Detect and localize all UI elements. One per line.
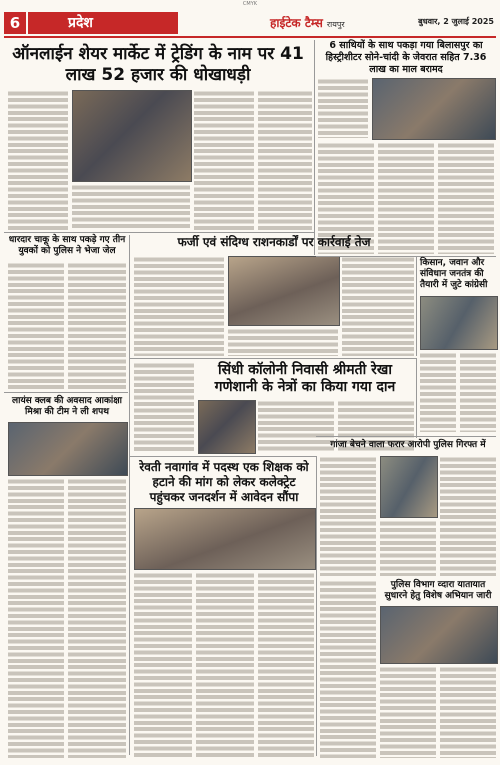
ganja-story-col-3 bbox=[440, 456, 496, 576]
header-rule bbox=[4, 36, 496, 38]
right-headline: 6 साथियों के साथ पकड़ा गया बिलासपुर का हिस्ट्रीशीटर सोने-चांदी के जेवरात सहित 7.36 लाख का माल बरामद bbox=[325, 40, 487, 75]
lions-headline: लायंस क्लब की अवसाद आकांक्षा मिश्रा की टीम ने ली शपथ bbox=[12, 396, 122, 417]
main-story-col-1 bbox=[8, 90, 68, 230]
section-title: प्रदेश bbox=[28, 12, 178, 34]
teacher-story-col-3 bbox=[258, 572, 314, 758]
knife-story-col-1 bbox=[8, 262, 64, 390]
knife-story-col-2 bbox=[68, 262, 126, 390]
lions-story-photo bbox=[8, 422, 128, 476]
page-header bbox=[0, 8, 500, 36]
ration-story-col-1 bbox=[134, 256, 224, 356]
main-story-col-2 bbox=[72, 184, 190, 230]
ration-headline: फर्जी एवं संदिग्ध राशनकार्डों पर कार्रवाई तेज bbox=[177, 235, 371, 249]
farmer-story-col-2 bbox=[460, 352, 496, 432]
traffic-story-photo bbox=[380, 606, 498, 664]
issue-date: बुधवार, 2 जुलाई 2025 bbox=[418, 17, 494, 26]
main-headline: ऑनलाईन शेयर मार्केट में ट्रेडिंग के नाम पर 41 लाख 52 हजार की धोखाधड़ी bbox=[12, 44, 304, 85]
cmyk-mark: CMYK bbox=[242, 1, 258, 7]
teacher-story-col-1 bbox=[134, 572, 192, 758]
masthead-title: हाईटेक टैम्स bbox=[270, 16, 323, 30]
main-story-col-3 bbox=[194, 90, 254, 230]
teacher-story-col-2 bbox=[196, 572, 254, 758]
right-story-col-1 bbox=[318, 78, 368, 138]
masthead-city: रायपुर bbox=[326, 20, 345, 29]
page-number: 6 bbox=[4, 12, 26, 34]
ration-story-photo bbox=[228, 256, 340, 326]
lions-story-col-1 bbox=[8, 478, 64, 758]
teacher-headline: रेवती नवागांव में पदस्थ एक शिक्षक को हटाने की मांग को लेकर कलेक्ट्रेट पहुंचकर जनदर्शन में आवेदन सौंपा bbox=[139, 460, 309, 504]
traffic-headline: पुलिस विभाग व्दारा यातायात सुधारने हेतु विशेष अभियान जारी bbox=[384, 580, 492, 601]
ganja-headline: गांजा बेचने वाला फरार आरोपी पुलिस गिरफ्त में bbox=[330, 440, 486, 450]
lions-story-col-2 bbox=[68, 478, 126, 758]
main-story-col-4 bbox=[258, 90, 312, 230]
masthead bbox=[270, 14, 345, 31]
ganja-story-col-1 bbox=[320, 456, 376, 576]
teacher-story-photo bbox=[134, 508, 316, 570]
sindhi-story-photo bbox=[198, 400, 256, 454]
farmer-headline: किसान, जवान और संविधान जनतंत्र की तैयारी में जुटे कांग्रेसी bbox=[420, 258, 488, 290]
ration-story-col-2 bbox=[228, 328, 338, 356]
right-story-photo bbox=[372, 78, 496, 140]
traffic-story-col-2 bbox=[380, 666, 436, 758]
farmer-story-photo bbox=[420, 296, 498, 350]
ration-story-col-3 bbox=[342, 256, 414, 356]
traffic-story-col-1 bbox=[320, 580, 376, 758]
knife-headline: धारदार चाकू के साथ पकड़े गए तीन युवकों को पुलिस ने भेजा जेल bbox=[8, 235, 126, 256]
main-story-photo bbox=[72, 90, 192, 182]
right-story-col-4 bbox=[438, 142, 494, 254]
ganja-story-col-2 bbox=[380, 520, 436, 576]
traffic-story-col-3 bbox=[440, 666, 496, 758]
sindhi-story-col-1 bbox=[134, 362, 194, 452]
farmer-story-col-1 bbox=[420, 352, 456, 432]
ganja-story-photo bbox=[380, 456, 438, 518]
sindhi-headline: सिंधी कॉलोनी निवासी श्रीमती रेखा गणेशानी के नेत्रों का किया गया दान bbox=[214, 362, 396, 395]
